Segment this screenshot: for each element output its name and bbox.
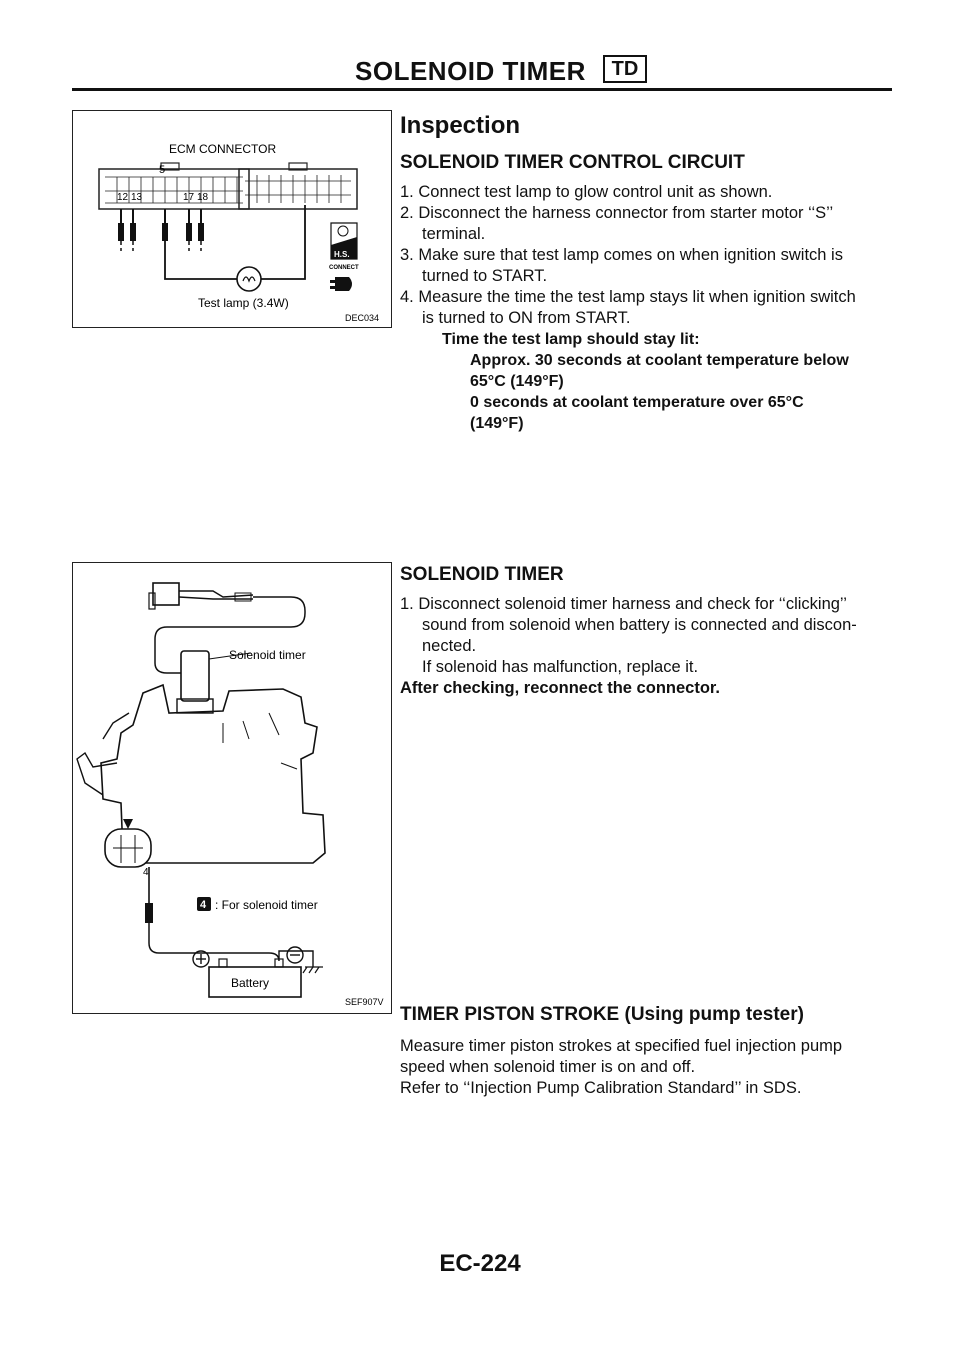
connector-pin-label: 4: [143, 867, 149, 878]
engine-badge: TD: [603, 55, 647, 83]
section-title: SOLENOID TIMER: [355, 56, 586, 86]
minus-terminal-icon: [287, 947, 303, 963]
solenoid-timer-label: Solenoid timer: [229, 648, 306, 662]
solenoid-timer-figure: [72, 562, 392, 1014]
test-lamp-label: Test lamp (3.4W): [198, 296, 289, 310]
solenoid-timer-section: [400, 564, 892, 699]
step-4: 4. Measure the time the test lamp stays lit when ignition switch is turned to ON from START.: [400, 288, 856, 327]
ecm-connector-label: ECM CONNECTOR: [169, 142, 277, 156]
hs-connector-icon: [331, 223, 357, 259]
figure-code-sef907v: SEF907V: [345, 997, 384, 1007]
ecm-connector-diagram: [73, 111, 391, 327]
spec-heading: Time the test lamp should stay lit:: [442, 331, 700, 348]
piston-stroke-section: [400, 1004, 892, 1099]
control-circuit-heading: SOLENOID TIMER CONTROL CIRCUIT: [400, 152, 745, 173]
spec-line: (149°F): [470, 415, 524, 432]
spec-line: Approx. 30 seconds at coolant temperature below: [470, 352, 849, 369]
step-2: 2. Disconnect the harness connector from starter motor ‘‘S’’ terminal.: [400, 204, 834, 243]
solenoid-step-1: 1. Disconnect solenoid timer harness and check for ‘‘clicking’’ sound from solenoid when battery is connected and discon- nected. If solenoid has malfunction, replace it.: [400, 595, 857, 676]
solenoid-steps: [400, 594, 892, 699]
page-number: EC-224: [439, 1250, 521, 1277]
piston-stroke-text: Measure timer piston strokes at specified fuel injection pump speed when solenoid timer is on and off. Refer to ‘‘Injection Pump Calibration Standard’’ in SDS.: [400, 1037, 843, 1097]
connector-4-icon: [105, 819, 151, 867]
spec-line: 65°C (149°F): [470, 373, 564, 390]
inspection-section: [400, 112, 892, 434]
battery-label: Battery: [231, 976, 270, 990]
pin-17-label: 17: [183, 192, 195, 203]
legend-num: 4: [200, 899, 207, 911]
after-checking-note: After checking, reconnect the connector.: [400, 679, 720, 697]
legend-text: : For solenoid timer: [215, 898, 318, 912]
pin-5-label: 5: [159, 164, 166, 176]
inspection-heading: Inspection: [400, 112, 521, 139]
solenoid-timer-diagram: [73, 563, 391, 1013]
ecm-connector-figure: [72, 110, 392, 328]
piston-stroke-heading: TIMER PISTON STROKE (Using pump tester): [400, 1004, 804, 1025]
connect-label: CONNECT: [329, 265, 359, 271]
pin-12-label: 12: [117, 192, 129, 203]
solenoid-timer-heading: SOLENOID TIMER: [400, 564, 564, 585]
step-3: 3. Make sure that test lamp comes on when ignition switch is turned to START.: [400, 246, 843, 285]
hs-label: H.S.: [334, 250, 350, 259]
pin-13-label: 13: [131, 192, 143, 203]
page-header: [72, 52, 892, 91]
figure-code-dec034: DEC034: [345, 313, 380, 323]
control-circuit-steps: [400, 182, 892, 434]
connect-icon: [330, 277, 352, 291]
ground-icon: [303, 967, 323, 973]
pin-18-label: 18: [197, 192, 209, 203]
step-1: 1. Connect test lamp to glow control unit as shown.: [400, 183, 773, 201]
spec-line: 0 seconds at coolant temperature over 65°C: [470, 394, 804, 411]
